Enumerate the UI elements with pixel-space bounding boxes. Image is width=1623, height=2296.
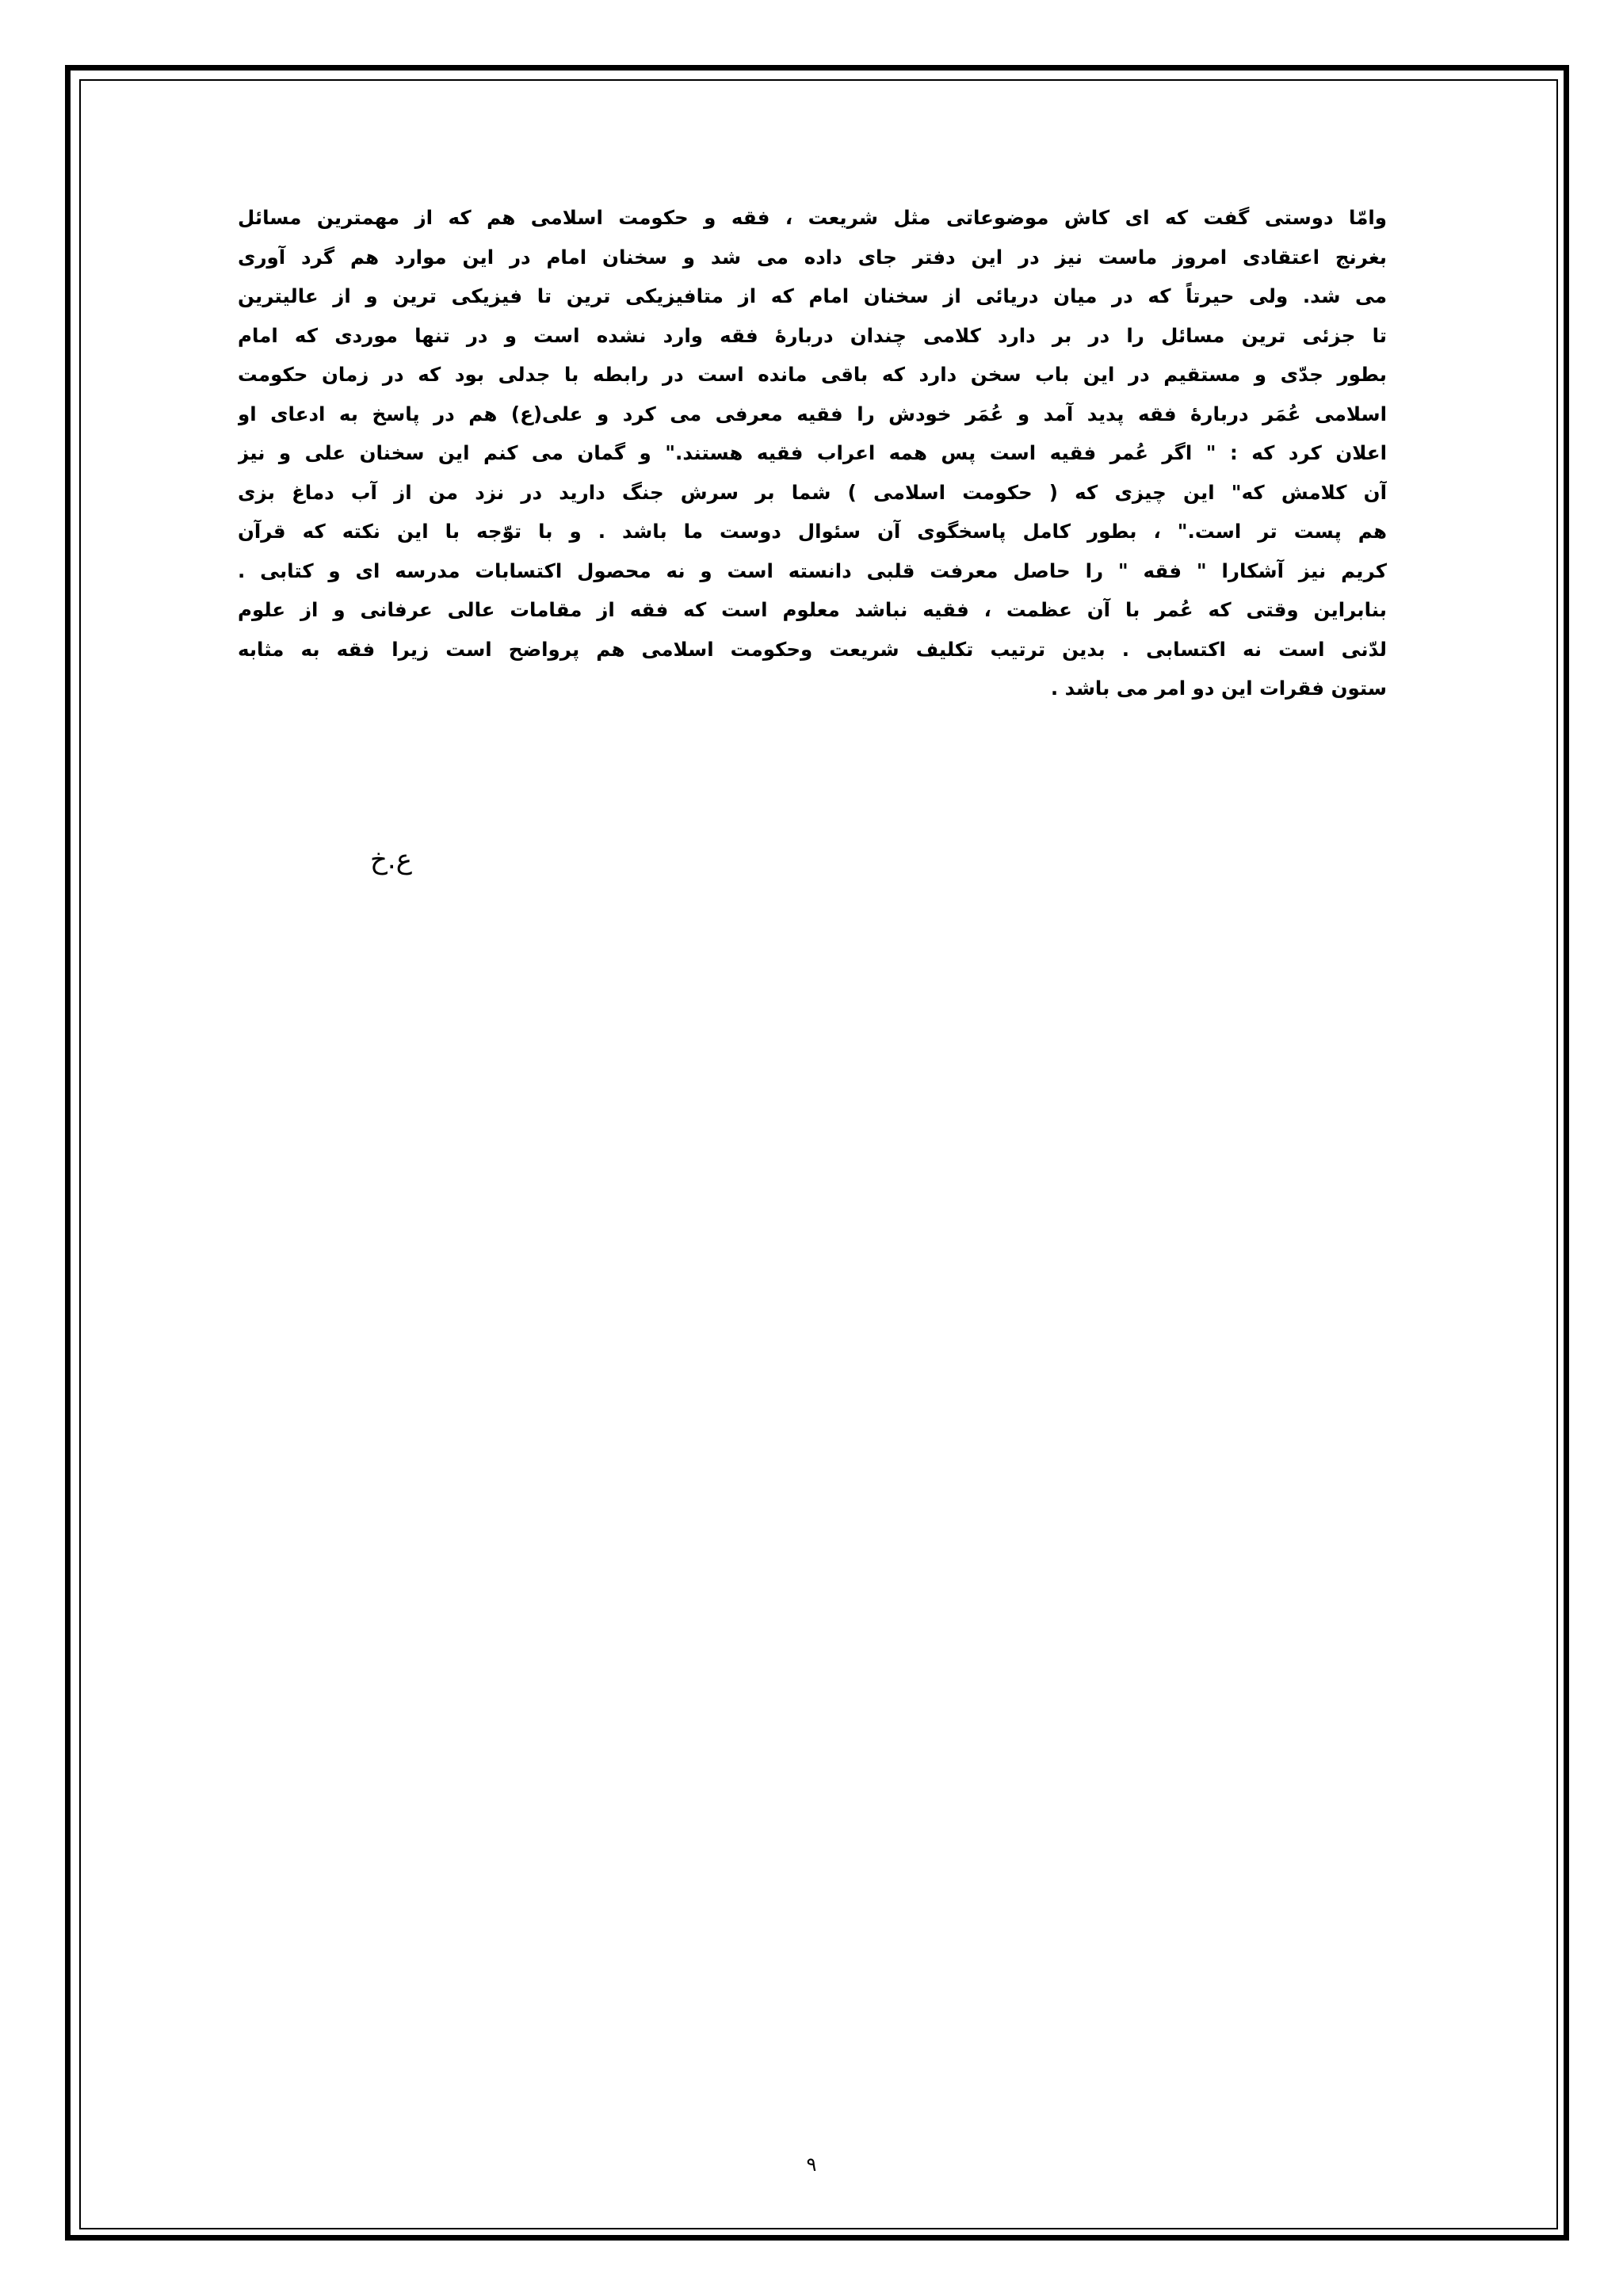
text-line: تا جزئی ترین مسائل را در بر دارد کلامی چندان دربارهٔ فقه وارد نشده است و در تنها موردی که امام	[238, 323, 1387, 347]
text-line: اعلان کرد که : " اگر عُمر فقیه است پس همه اعراب فقیه هستند." و گمان می کنم این سخنان علی و نیز	[238, 441, 1387, 464]
text-line: می شد. ولی حیرتاً که در میان دریائی از سخنان امام که از متافیزیکی ترین تا فیزیکی ترین و از عالیترین	[238, 284, 1387, 307]
text-line: بنابراین وقتی که عُمر با آن عظمت ، فقیه نباشد معلوم است که فقه از مقامات عالی عرفانی و از علوم	[238, 598, 1387, 621]
page-number: ۹	[806, 2153, 817, 2176]
text-line: بغرنج اعتقادی امروز ماست نیز در این دفتر جای داده می شد و سخنان امام در این موارد هم گرد آوری	[238, 245, 1387, 269]
text-line: هم پست تر است." ، بطور کامل پاسخگوی آن سئوال دوست ما باشد . و با توّجه با این نکته که قرآن	[238, 520, 1387, 543]
text-line: آن کلامش که" این چیزی که ( حکومت اسلامی ) شما بر سرش جنگ دارید در نزد من از آب دماغ بزی	[238, 480, 1387, 504]
text-line: ستون فقرات این دو امر می باشد .	[1050, 677, 1387, 700]
text-line: کریم نیز آشکارا " فقه " را حاصل معرفت قلبی دانسته است و نه محصول اکتسابات مدرسه ای و کتابی .	[238, 559, 1387, 582]
body-paragraph	[238, 198, 1387, 708]
author-signature: ع.خ	[369, 844, 412, 875]
text-line: لدّنی است نه اکتسابی . بدین ترتیب تکلیف شریعت وحکومت اسلامی هم پرواضح است زیرا فقه به مثابه	[238, 637, 1387, 661]
text-line: اسلامی عُمَر دربارهٔ فقه پدید آمد و عُمَر خودش را فقیه معرفی می کرد و علی(ع) هم در پاسخ به ادعای او	[238, 402, 1387, 425]
text-line: وامّا دوستی گفت که ای کاش موضوعاتی مثل شریعت ، فقه و حکومت اسلامی هم که از مهمترین مسائل	[238, 206, 1387, 229]
text-line: بطور جدّی و مستقیم در این باب سخن دارد که باقی مانده است در رابطه با جدلی بود که در زمان حکومت	[238, 363, 1387, 386]
